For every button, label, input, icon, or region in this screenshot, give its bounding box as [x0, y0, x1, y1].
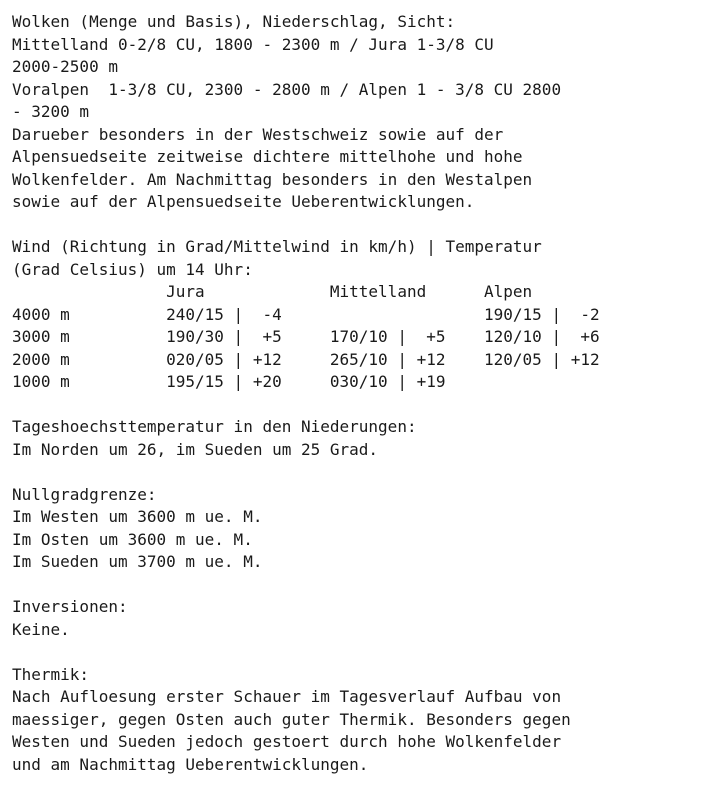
inversions-line: Keine. — [12, 619, 70, 639]
spacer — [12, 641, 712, 664]
forecast-document — [12, 11, 712, 776]
thermals-line: Nach Aufloesung erster Schauer im Tagesverlauf Aufbau von — [12, 687, 562, 706]
spacer — [12, 461, 712, 484]
freezing-level-section — [12, 484, 712, 574]
inversions-section — [12, 596, 712, 641]
freezing-level-heading: Nullgradgrenze: — [12, 484, 157, 504]
clouds-section — [12, 11, 712, 214]
freezing-level-line: Im Sueden um 3700 m ue. M. — [12, 552, 263, 571]
freezing-level-line: Im Westen um 3600 m ue. M. — [12, 507, 263, 526]
spacer — [12, 394, 712, 417]
wind-table-row: 2000 m 020/05 | +12 265/10 | +12 120/05 | +12 — [12, 349, 600, 369]
thermals-line: Westen und Sueden jedoch gestoert durch hohe Wolkenfelder — [12, 732, 562, 751]
thermals-heading: Thermik: — [12, 664, 90, 684]
thermals-line: maessiger, gegen Osten auch guter Thermik. Besonders gegen — [12, 709, 571, 729]
clouds-line: Voralpen 1-3/8 CU, 2300 - 2800 m / Alpen 1 - 3/8 CU 2800 — [12, 79, 562, 99]
wind-table-row: 1000 m 195/15 | +20 030/10 | +19 — [12, 372, 446, 391]
clouds-line: Alpensuedseite zeitweise dichtere mittelhohe und hohe — [12, 147, 523, 166]
clouds-line: Wolkenfelder. Am Nachmittag besonders in den Westalpen — [12, 169, 533, 189]
wind-heading: Wind (Richtung in Grad/Mittelwind in km/h) | Temperatur — [12, 237, 542, 256]
freezing-level-line: Im Osten um 3600 m ue. M. — [12, 529, 253, 549]
thermals-section — [12, 664, 712, 777]
wind-table-header: Jura Mittelland Alpen — [12, 282, 533, 301]
clouds-line: sowie auf der Alpensuedseite Ueberentwicklungen. — [12, 192, 475, 211]
clouds-line: 2000-2500 m — [12, 57, 118, 76]
wind-table-row: 3000 m 190/30 | +5 170/10 | +5 120/10 | +6 — [12, 327, 600, 346]
wind-temperature-section — [12, 236, 712, 394]
inversions-heading: Inversionen: — [12, 597, 128, 616]
max-temperature-section — [12, 416, 712, 461]
clouds-line: Darueber besonders in der Westschweiz sowie auf der — [12, 124, 504, 144]
max-temp-heading: Tageshoechsttemperatur in den Niederungen: — [12, 417, 417, 436]
clouds-line: - 3200 m — [12, 102, 90, 121]
wind-table-row: 4000 m 240/15 | -4 190/15 | -2 — [12, 304, 600, 324]
wind-heading: (Grad Celsius) um 14 Uhr: — [12, 259, 253, 279]
spacer — [12, 214, 712, 237]
clouds-line: Mittelland 0-2/8 CU, 1800 - 2300 m / Jura 1-3/8 CU — [12, 34, 494, 54]
thermals-line: und am Nachmittag Ueberentwicklungen. — [12, 754, 369, 774]
clouds-heading: Wolken (Menge und Basis), Niederschlag, Sicht: — [12, 12, 456, 31]
max-temp-line: Im Norden um 26, im Sueden um 25 Grad. — [12, 439, 379, 459]
spacer — [12, 574, 712, 597]
